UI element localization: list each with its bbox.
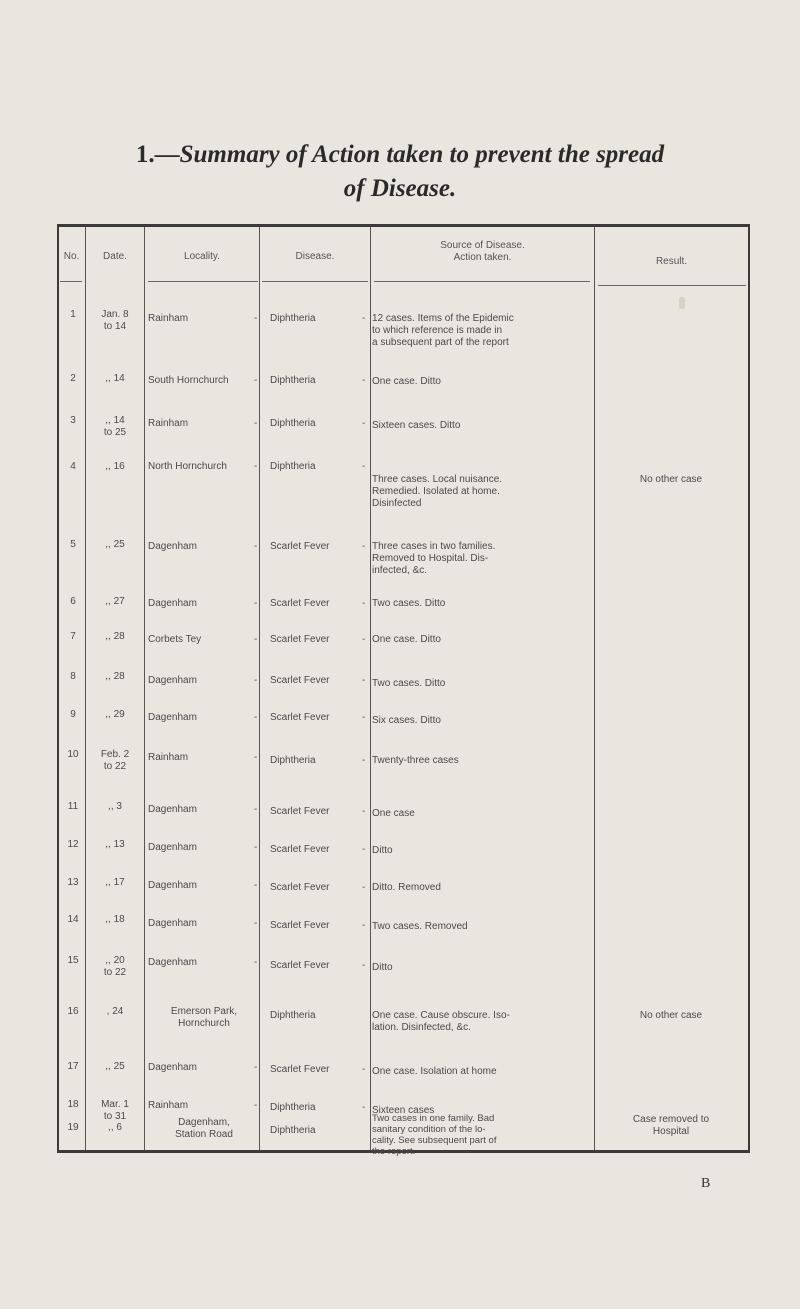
row-4-result: No other case bbox=[639, 474, 703, 485]
leader-dash: - bbox=[362, 712, 366, 723]
row-19-no: 19 bbox=[67, 1122, 79, 1133]
leader-dash: - bbox=[254, 918, 258, 929]
table-top-rule bbox=[57, 224, 750, 227]
row-18-disease: Diphtheria bbox=[270, 1102, 316, 1113]
leader-dash: - bbox=[362, 960, 366, 971]
row-8-locality: Dagenham bbox=[148, 675, 197, 686]
leader-dash: - bbox=[362, 313, 366, 324]
row-16-date: , 24 bbox=[106, 1006, 124, 1017]
row-11-date: ,, 3 bbox=[108, 801, 122, 812]
row-4-locality: North Hornchurch bbox=[148, 461, 227, 472]
row-19-date: ,, 6 bbox=[108, 1122, 122, 1133]
row-3-disease: Diphtheria bbox=[270, 418, 316, 429]
leader-dash: - bbox=[254, 1100, 258, 1111]
leader-dash: - bbox=[254, 1062, 258, 1073]
row-1-no: 1 bbox=[70, 309, 76, 320]
header-rule bbox=[598, 285, 746, 286]
row-1-locality: Rainham bbox=[148, 313, 189, 324]
row-15-disease: Scarlet Fever bbox=[270, 960, 330, 971]
row-12-no: 12 bbox=[67, 839, 79, 850]
header-result: Result. bbox=[655, 256, 688, 267]
row-7-date: ,, 28 bbox=[105, 631, 125, 642]
row-10-date: Feb. 2 to 22 bbox=[100, 749, 130, 772]
table-right-border bbox=[748, 227, 750, 1150]
row-7-locality: Corbets Tey bbox=[148, 634, 202, 645]
row-18-no: 18 bbox=[67, 1099, 79, 1110]
leader-dash: - bbox=[254, 712, 258, 723]
row-7-disease: Scarlet Fever bbox=[270, 634, 330, 645]
row-15-date: ,, 20 to 22 bbox=[103, 955, 127, 978]
leader-dash: - bbox=[254, 418, 258, 429]
leader-dash: - bbox=[362, 418, 366, 429]
leader-dash: - bbox=[362, 920, 366, 931]
row-12-source: Ditto bbox=[372, 845, 393, 856]
row-19-source: Two cases in one family. Bad sanitary condition of the lo- cality. See subsequent part of the report. bbox=[372, 1113, 497, 1157]
header-rule bbox=[262, 281, 368, 282]
row-15-locality: Dagenham bbox=[148, 957, 197, 968]
row-1-disease: Diphtheria bbox=[270, 313, 316, 324]
column-divider bbox=[594, 227, 595, 1150]
row-3-no: 3 bbox=[70, 415, 76, 426]
leader-dash: - bbox=[254, 752, 258, 763]
row-6-locality: Dagenham bbox=[148, 598, 197, 609]
row-7-no: 7 bbox=[70, 631, 76, 642]
leader-dash: - bbox=[362, 598, 366, 609]
row-12-disease: Scarlet Fever bbox=[270, 844, 330, 855]
header-source: Source of Disease. Action taken. bbox=[440, 240, 525, 263]
row-14-date: ,, 18 bbox=[105, 914, 125, 925]
row-16-result: No other case bbox=[639, 1010, 703, 1021]
row-18-locality: Rainham bbox=[148, 1100, 189, 1111]
leader-dash: - bbox=[254, 375, 258, 386]
row-8-source: Two cases. Ditto bbox=[372, 678, 446, 689]
row-9-date: ,, 29 bbox=[105, 709, 125, 720]
row-5-locality: Dagenham bbox=[148, 541, 197, 552]
row-13-locality: Dagenham bbox=[148, 880, 197, 891]
row-10-locality: Rainham bbox=[148, 752, 189, 763]
row-5-no: 5 bbox=[70, 539, 76, 550]
row-4-disease: Diphtheria bbox=[270, 461, 316, 472]
leader-dash: - bbox=[362, 1102, 366, 1113]
page-signature-letter: B bbox=[701, 1176, 711, 1191]
row-17-no: 17 bbox=[67, 1061, 79, 1072]
row-13-no: 13 bbox=[67, 877, 79, 888]
title-line-1: Summary of Action taken to prevent the spread bbox=[179, 141, 665, 168]
row-2-locality: South Hornchurch bbox=[148, 375, 229, 386]
leader-dash: - bbox=[254, 634, 258, 645]
row-12-date: ,, 13 bbox=[105, 839, 125, 850]
row-11-disease: Scarlet Fever bbox=[270, 806, 330, 817]
row-17-source: One case. Isolation at home bbox=[372, 1066, 497, 1077]
row-14-disease: Scarlet Fever bbox=[270, 920, 330, 931]
column-divider bbox=[85, 227, 86, 1150]
header-date: Date. bbox=[103, 251, 127, 262]
row-8-no: 8 bbox=[70, 671, 76, 682]
row-1-date: Jan. 8 to 14 bbox=[101, 309, 129, 332]
row-6-date: ,, 27 bbox=[105, 596, 125, 607]
row-6-no: 6 bbox=[70, 596, 76, 607]
leader-dash: - bbox=[254, 461, 258, 472]
row-18-date: Mar. 1 to 31 bbox=[101, 1099, 129, 1122]
header-no: No. bbox=[63, 251, 80, 262]
row-19-result: Case removed to Hospital bbox=[632, 1114, 710, 1137]
header-rule bbox=[60, 281, 82, 282]
row-16-source: One case. Cause obscure. Iso- lation. Disinfected, &c. bbox=[372, 1010, 510, 1033]
row-18-source: Sixteen cases bbox=[372, 1105, 435, 1116]
leader-dash: - bbox=[254, 675, 258, 686]
row-5-date: ,, 25 bbox=[105, 539, 125, 550]
paper-stain bbox=[679, 297, 685, 309]
row-17-locality: Dagenham bbox=[148, 1062, 197, 1073]
leader-dash: - bbox=[362, 634, 366, 645]
leader-dash: - bbox=[362, 755, 366, 766]
row-9-source: Six cases. Ditto bbox=[372, 715, 441, 726]
row-13-source: Ditto. Removed bbox=[372, 882, 441, 893]
row-2-disease: Diphtheria bbox=[270, 375, 316, 386]
row-9-no: 9 bbox=[70, 709, 76, 720]
row-13-disease: Scarlet Fever bbox=[270, 882, 330, 893]
row-2-date: ,, 14 bbox=[105, 373, 125, 384]
title-number: 1.— bbox=[135, 141, 180, 168]
leader-dash: - bbox=[362, 806, 366, 817]
row-9-disease: Scarlet Fever bbox=[270, 712, 330, 723]
leader-dash: - bbox=[254, 957, 258, 968]
row-14-no: 14 bbox=[67, 914, 79, 925]
leader-dash: - bbox=[362, 541, 366, 552]
row-5-source: Three cases in two families. Removed to Hospital. Dis- infected, &c. bbox=[372, 541, 496, 576]
leader-dash: - bbox=[362, 461, 366, 472]
leader-dash: - bbox=[254, 842, 258, 853]
row-14-source: Two cases. Removed bbox=[372, 921, 468, 932]
row-8-date: ,, 28 bbox=[105, 671, 125, 682]
leader-dash: - bbox=[254, 598, 258, 609]
row-12-locality: Dagenham bbox=[148, 842, 197, 853]
row-5-disease: Scarlet Fever bbox=[270, 541, 330, 552]
leader-dash: - bbox=[254, 541, 258, 552]
row-15-source: Ditto bbox=[372, 962, 393, 973]
row-6-source: Two cases. Ditto bbox=[372, 598, 446, 609]
row-4-source: Three cases. Local nuisance. Remedied. Isolated at home. Disinfected bbox=[372, 474, 503, 509]
row-16-no: 16 bbox=[67, 1006, 79, 1017]
row-19-disease: Diphtheria bbox=[270, 1125, 316, 1136]
row-6-disease: Scarlet Fever bbox=[270, 598, 330, 609]
row-16-locality: Emerson Park, Hornchurch bbox=[170, 1006, 238, 1029]
row-17-disease: Scarlet Fever bbox=[270, 1064, 330, 1075]
leader-dash: - bbox=[362, 882, 366, 893]
table-left-border bbox=[57, 227, 59, 1150]
leader-dash: - bbox=[254, 313, 258, 324]
leader-dash: - bbox=[362, 844, 366, 855]
title-line-2: of Disease. bbox=[343, 175, 457, 202]
row-19-locality: Dagenham, Station Road bbox=[175, 1117, 233, 1140]
row-3-locality: Rainham bbox=[148, 418, 189, 429]
leader-dash: - bbox=[362, 1064, 366, 1075]
row-4-date: ,, 16 bbox=[105, 461, 125, 472]
header-locality: Locality. bbox=[184, 251, 220, 262]
row-9-locality: Dagenham bbox=[148, 712, 197, 723]
row-14-locality: Dagenham bbox=[148, 918, 197, 929]
row-10-disease: Diphtheria bbox=[270, 755, 316, 766]
column-divider bbox=[144, 227, 145, 1150]
header-rule bbox=[374, 281, 590, 282]
leader-dash: - bbox=[362, 675, 366, 686]
leader-dash: - bbox=[254, 804, 258, 815]
row-3-date: ,, 14 to 25 bbox=[103, 415, 127, 438]
row-4-no: 4 bbox=[70, 461, 76, 472]
row-17-date: ,, 25 bbox=[105, 1061, 125, 1072]
row-8-disease: Scarlet Fever bbox=[270, 675, 330, 686]
row-1-source: 12 cases. Items of the Epidemic to which reference is made in a subsequent part of the report bbox=[372, 313, 514, 348]
row-2-no: 2 bbox=[70, 373, 76, 384]
row-16-disease: Diphtheria bbox=[270, 1010, 316, 1021]
row-11-locality: Dagenham bbox=[148, 804, 197, 815]
header-disease: Disease. bbox=[295, 251, 335, 262]
row-11-source: One case bbox=[372, 808, 415, 819]
row-15-no: 15 bbox=[67, 955, 79, 966]
row-3-source: Sixteen cases. Ditto bbox=[372, 420, 461, 431]
row-7-source: One case. Ditto bbox=[372, 634, 441, 645]
row-11-no: 11 bbox=[67, 801, 79, 812]
row-10-no: 10 bbox=[67, 749, 79, 760]
leader-dash: - bbox=[362, 375, 366, 386]
row-13-date: ,, 17 bbox=[105, 877, 125, 888]
row-2-source: One case. Ditto bbox=[372, 376, 441, 387]
page-title bbox=[0, 138, 800, 206]
header-rule bbox=[148, 281, 258, 282]
leader-dash: - bbox=[254, 880, 258, 891]
row-10-source: Twenty-three cases bbox=[372, 755, 459, 766]
